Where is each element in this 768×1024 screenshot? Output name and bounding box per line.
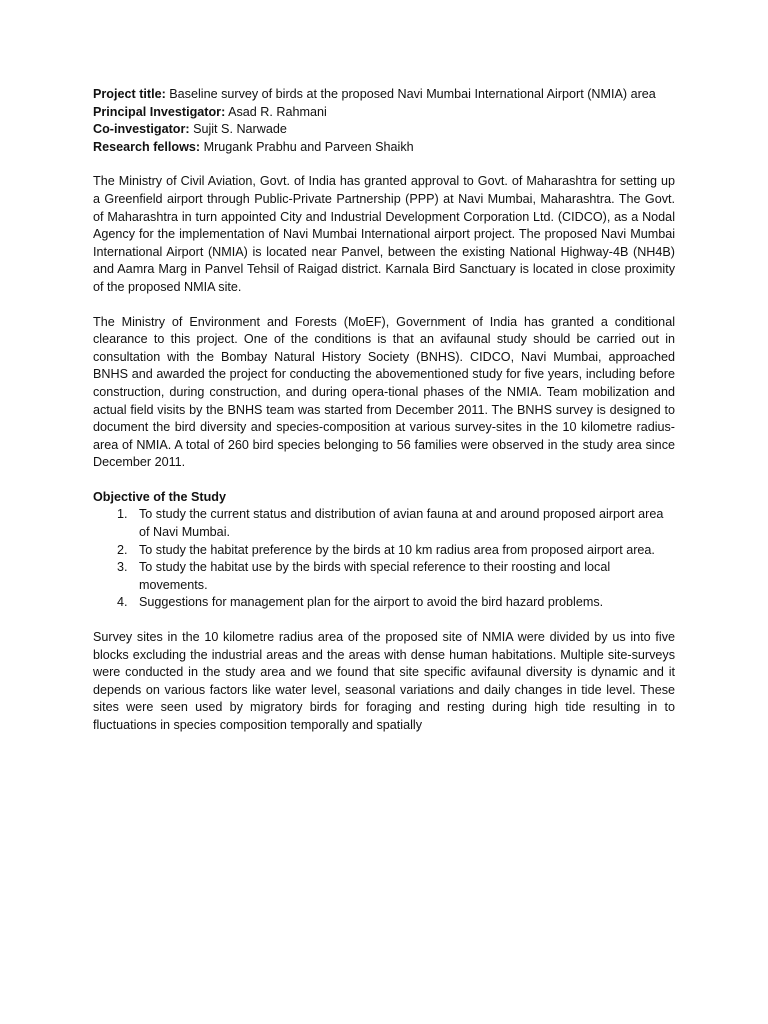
list-item-number: 3. [117, 560, 128, 575]
project-title-label: Project title: [93, 87, 166, 101]
document-page [93, 86, 675, 735]
research-fellows-label: Research fellows: [93, 139, 201, 154]
co-investigator: Sujit S. Narwade [193, 122, 287, 137]
intro-paragraph: The Ministry of Civil Aviation, Govt. of India has granted approval to Govt. of Maharashtra for setting up a Greenfield airport through Public-Private Partnership (PPP) at Navi Mumbai, Maharashtra. The Govt. of Maharashtra in turn appointed City and Industrial Development Corporation Ltd. (CIDCO), as a Nodal Agency for the implementation of Navi Mumbai International airport project. The proposed Navi Mumbai International Airport (NMIA) is located near Panvel, between the existing National Highway-4B (NH4B) and Aamra Marg in Panvel Tehsil of Raigad district. Karnala Bird Sanctuary is located in close proximity of the proposed NMIA site. [93, 174, 675, 294]
objectives-list [93, 506, 675, 612]
objectives-heading: Objective of the Study [93, 489, 226, 504]
list-item-text: To study the current status and distribution of avian fauna at and around proposed airport area of Navi Mumbai. [139, 507, 664, 540]
principal-investigator: Asad R. Rahmani [228, 104, 327, 119]
list-item-text: Suggestions for management plan for the airport to avoid the bird hazard problems. [139, 595, 604, 610]
clearance-paragraph: The Ministry of Environment and Forests (MoEF), Government of India has granted a conditional clearance to this project. One of the conditions is that an avifaunal study should be carried out in consultation with the Bombay Natural History Society (BNHS). CIDCO, Navi Mumbai, approached BNHS and awarded the project for conducting the abovementioned study for five years, including before construction, during construction, and during opera-tional phases of the NMIA. Team mobilization and actual field visits by the BNHS team was started from December 2011. The BNHS survey is designed to document the bird diversity and species-composition at various survey-sites in the 10 kilometre radius-area of NMIA. A total of 260 bird species belonging to 56 families were observed in the study area since December 2011. [93, 314, 675, 470]
research-fellows: Mrugank Prabhu and Parveen Shaikh [203, 139, 414, 154]
list-item [117, 594, 675, 612]
list-item [117, 542, 675, 560]
principal-investigator-line [93, 104, 675, 122]
list-item-number: 2. [117, 542, 128, 557]
list-item [117, 559, 675, 594]
principal-investigator-label: Principal Investigator: [93, 104, 226, 119]
project-title: Baseline survey of birds at the proposed Navi Mumbai International Airport (NMIA) area [169, 87, 656, 101]
list-item-number: 4. [117, 595, 128, 610]
list-item-text: To study the habitat preference by the birds at 10 km radius area from proposed airport area. [139, 542, 655, 557]
list-item-text: To study the habitat use by the birds with special reference to their roosting and local movements. [139, 560, 611, 592]
co-investigator-line [93, 121, 675, 139]
project-metadata [93, 86, 675, 156]
survey-sites-paragraph: Survey sites in the 10 kilometre radius area of the proposed site of NMIA were divided by us into five blocks excluding the industrial areas and the areas with dense human habitations. Multiple site-surveys were conducted in the study area and we found that site specific avifaunal diversity is dynamic and it depends on various factors like water level, seasonal variations and daily changes in tide level. These sites were seen used by migratory birds for foraging and resting during high tide resulting in to fluctuations in species composition temporally and spatially [93, 630, 675, 732]
research-fellows-line [93, 139, 675, 157]
list-item [117, 506, 675, 541]
list-item-number: 1. [117, 507, 128, 522]
co-investigator-label: Co-investigator: [93, 122, 190, 137]
project-title-line [93, 86, 675, 104]
